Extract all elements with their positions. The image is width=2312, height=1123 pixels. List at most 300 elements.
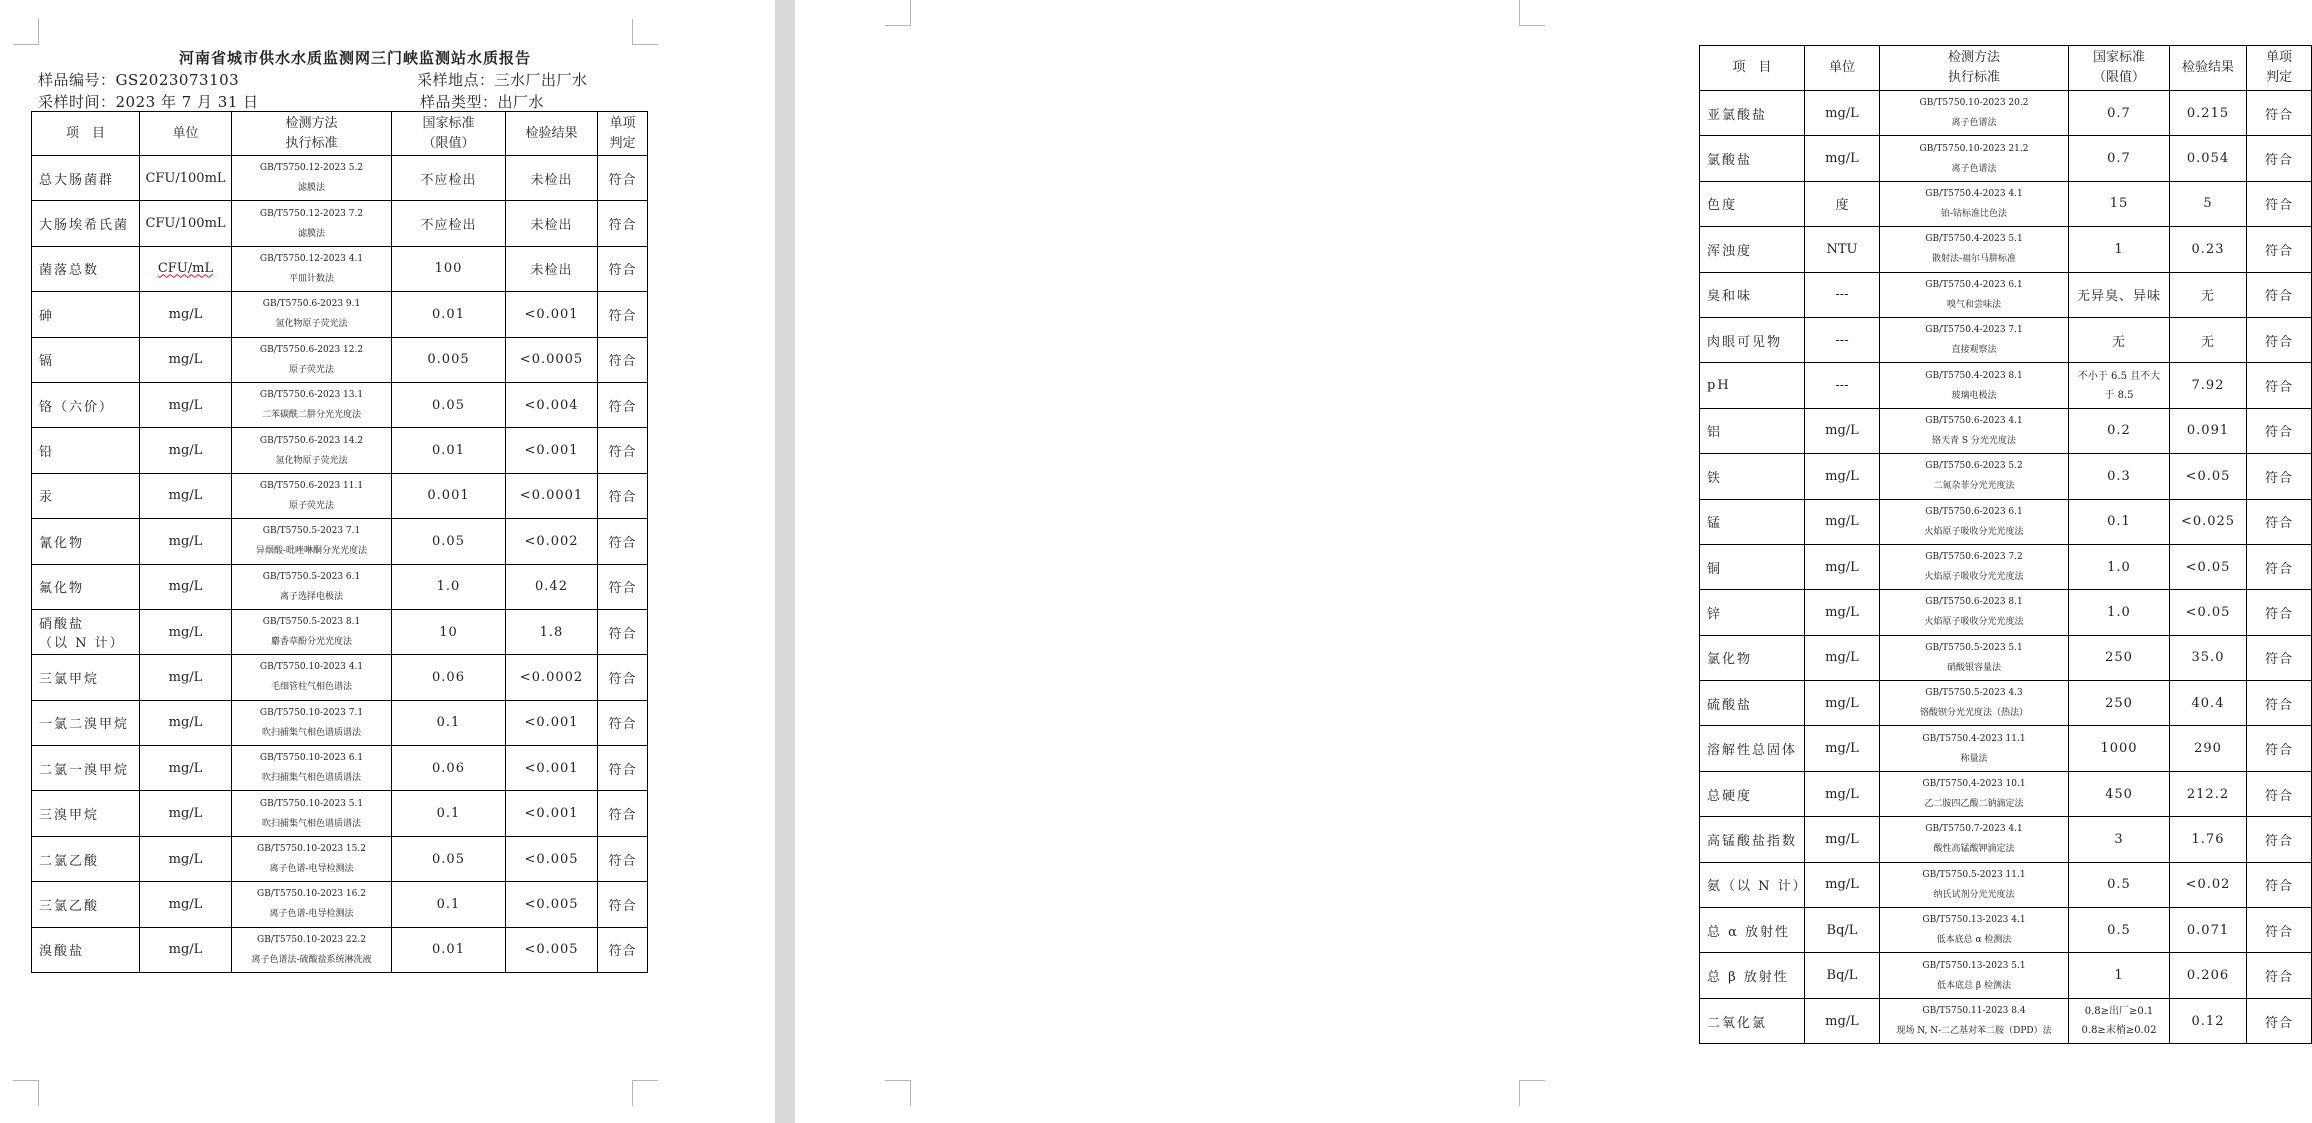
method-standard: GB/T5750.5-2023 5.1 硝酸银容量法 <box>1880 635 2069 680</box>
standard-limit: 0.5 <box>2069 862 2170 907</box>
standard-limit: 0.05 <box>392 836 506 881</box>
standard-limit: 0.01 <box>392 292 506 337</box>
unit: mg/L <box>1805 635 1880 680</box>
unit: mg/L <box>140 746 232 791</box>
method-standard: GB/T5750.5-2023 4.3 铬酸钡分光光度法（热法） <box>1880 681 2069 726</box>
unit: Bq/L <box>1805 953 1880 998</box>
table-row <box>1700 862 2312 907</box>
unit: mg/L <box>1805 590 1880 635</box>
standard-limit: 0.01 <box>392 927 506 972</box>
method-standard: GB/T5750.4-2023 7.1 直接观察法 <box>1880 317 2069 362</box>
method-standard: GB/T5750.6-2023 11.1 原子荧光法 <box>232 473 392 518</box>
item-name: 铬（六价） <box>32 382 140 427</box>
method-standard: GB/T5750.4-2023 4.1 铂-钴标准比色法 <box>1880 181 2069 226</box>
test-result: 1.76 <box>2170 817 2247 862</box>
standard-limit: 0.005 <box>392 337 506 382</box>
judgement: 符合 <box>598 473 648 518</box>
table-row <box>1700 136 2312 181</box>
table-row <box>1700 590 2312 635</box>
page-gutter <box>775 0 795 1123</box>
standard-limit: 0.1 <box>392 700 506 745</box>
method-standard: GB/T5750.10-2023 20.2 离子色谱法 <box>1880 91 2069 136</box>
test-result: <0.001 <box>506 428 598 473</box>
header-unit: 单位 <box>1805 46 1880 91</box>
judgement: 符合 <box>598 700 648 745</box>
judgement: 符合 <box>2247 908 2312 953</box>
unit: mg/L <box>140 564 232 609</box>
judgement: 符合 <box>2247 726 2312 771</box>
test-result: 0.23 <box>2170 227 2247 272</box>
method-standard: GB/T5750.10-2023 15.2 离子色谱-电导检测法 <box>232 836 392 881</box>
item-name: 高锰酸盐指数 <box>1700 817 1805 862</box>
item-name: 浑浊度 <box>1700 227 1805 272</box>
judgement: 符合 <box>598 382 648 427</box>
item-name: 铜 <box>1700 544 1805 589</box>
unit: --- <box>1805 363 1880 408</box>
test-result: <0.001 <box>506 700 598 745</box>
test-result: <0.025 <box>2170 499 2247 544</box>
table-row <box>32 246 648 291</box>
unit: mg/L <box>140 292 232 337</box>
standard-limit: 0.06 <box>392 655 506 700</box>
table-row <box>1700 91 2312 136</box>
method-standard: GB/T5750.10-2023 16.2 离子色谱-电导检测法 <box>232 882 392 927</box>
item-name: 溶解性总固体 <box>1700 726 1805 771</box>
table-row <box>1700 499 2312 544</box>
table-row <box>1700 272 2312 317</box>
unit: --- <box>1805 272 1880 317</box>
unit: mg/L <box>1805 544 1880 589</box>
header-judgement: 单项 判定 <box>598 112 648 156</box>
report-page-1 <box>0 0 775 1123</box>
item-name: 二氯乙酸 <box>32 836 140 881</box>
standard-limit: 无 <box>2069 317 2170 362</box>
test-result: <0.002 <box>506 519 598 564</box>
judgement: 符合 <box>2247 771 2312 816</box>
table-row <box>32 655 648 700</box>
method-standard: GB/T5750.6-2023 7.2 火焰原子吸收分光光度法 <box>1880 544 2069 589</box>
unit: mg/L <box>1805 681 1880 726</box>
header-standard: 国家标准 （限值） <box>2069 46 2170 91</box>
judgement: 符合 <box>598 882 648 927</box>
item-name: 总 β 放射性 <box>1700 953 1805 998</box>
judgement: 符合 <box>2247 499 2312 544</box>
test-result: <0.001 <box>506 746 598 791</box>
item-name: 溴酸盐 <box>32 927 140 972</box>
item-name: 二氯一溴甲烷 <box>32 746 140 791</box>
sample-number: 样品编号：GS2023073103 <box>38 71 240 89</box>
table-row <box>32 564 648 609</box>
unit: CFU/100mL <box>140 156 232 201</box>
method-standard: GB/T5750.10-2023 21.2 离子色谱法 <box>1880 136 2069 181</box>
method-standard: GB/T5750.7-2023 4.1 酸性高锰酸钾滴定法 <box>1880 817 2069 862</box>
unit: mg/L <box>140 791 232 836</box>
method-standard: GB/T5750.6-2023 12.2 原子荧光法 <box>232 337 392 382</box>
item-name: 砷 <box>32 292 140 337</box>
table-row <box>1700 953 2312 998</box>
report-title: 河南省城市供水水质监测网三门峡监测站水质报告 <box>178 49 531 67</box>
item-name: 氯酸盐 <box>1700 136 1805 181</box>
standard-limit: 0.1 <box>392 791 506 836</box>
unit: mg/L <box>140 428 232 473</box>
table-row <box>1700 908 2312 953</box>
item-name: 铝 <box>1700 408 1805 453</box>
standard-limit: 1 <box>2069 953 2170 998</box>
item-name: 氟化物 <box>32 564 140 609</box>
table-row <box>32 428 648 473</box>
method-standard: GB/T5750.6-2023 8.1 火焰原子吸收分光光度法 <box>1880 590 2069 635</box>
unit: mg/L <box>1805 726 1880 771</box>
table-row <box>32 746 648 791</box>
header-result: 检验结果 <box>2170 46 2247 91</box>
standard-limit: 0.2 <box>2069 408 2170 453</box>
method-standard: GB/T5750.4-2023 8.1 玻璃电极法 <box>1880 363 2069 408</box>
item-name: 大肠埃希氏菌 <box>32 201 140 246</box>
standard-limit: 3 <box>2069 817 2170 862</box>
item-name: 氰化物 <box>32 519 140 564</box>
test-result: 未检出 <box>506 201 598 246</box>
unit: mg/L <box>140 337 232 382</box>
standard-limit: 不应检出 <box>392 156 506 201</box>
standard-limit: 1.0 <box>392 564 506 609</box>
test-result: 0.42 <box>506 564 598 609</box>
test-result: <0.02 <box>2170 862 2247 907</box>
test-result: 无 <box>2170 317 2247 362</box>
header-method: 检测方法 执行标准 <box>232 112 392 156</box>
table-row <box>1700 408 2312 453</box>
item-name: 亚氯酸盐 <box>1700 91 1805 136</box>
standard-limit: 1000 <box>2069 726 2170 771</box>
item-name: 菌落总数 <box>32 246 140 291</box>
unit: mg/L <box>140 382 232 427</box>
test-result: <0.001 <box>506 292 598 337</box>
sample-time: 采样时间：2023 年 7 月 31 日 <box>38 93 259 111</box>
judgement: 符合 <box>598 156 648 201</box>
unit: mg/L <box>140 836 232 881</box>
judgement: 符合 <box>598 655 648 700</box>
judgement: 符合 <box>2247 408 2312 453</box>
table-row <box>1700 454 2312 499</box>
judgement: 符合 <box>2247 998 2312 1043</box>
header-unit: 单位 <box>140 112 232 156</box>
standard-limit: 15 <box>2069 181 2170 226</box>
unit: mg/L <box>1805 454 1880 499</box>
header-item: 项 目 <box>32 112 140 156</box>
judgement: 符合 <box>598 746 648 791</box>
unit: mg/L <box>1805 862 1880 907</box>
test-result: 7.92 <box>2170 363 2247 408</box>
standard-limit: 10 <box>392 609 506 654</box>
unit: mg/L <box>140 519 232 564</box>
item-name: 铁 <box>1700 454 1805 499</box>
crop-mark <box>1519 0 1545 26</box>
header-method: 检测方法 执行标准 <box>1880 46 2069 91</box>
unit: NTU <box>1805 227 1880 272</box>
judgement: 符合 <box>2247 862 2312 907</box>
table-row <box>32 292 648 337</box>
method-standard: GB/T5750.4-2023 11.1 称量法 <box>1880 726 2069 771</box>
unit: mg/L <box>140 655 232 700</box>
method-standard: GB/T5750.6-2023 4.1 铬天青 S 分光光度法 <box>1880 408 2069 453</box>
standard-limit: 0.06 <box>392 746 506 791</box>
unit: mg/L <box>1805 817 1880 862</box>
test-result: <0.0005 <box>506 337 598 382</box>
item-name: 三氯乙酸 <box>32 882 140 927</box>
judgement: 符合 <box>598 337 648 382</box>
standard-limit: 1 <box>2069 227 2170 272</box>
table-row <box>32 700 648 745</box>
item-name: 总大肠菌群 <box>32 156 140 201</box>
standard-limit: 250 <box>2069 635 2170 680</box>
method-standard: GB/T5750.5-2023 11.1 纳氏试剂分光光度法 <box>1880 862 2069 907</box>
judgement: 符合 <box>2247 635 2312 680</box>
report-page-2 <box>795 0 2293 1123</box>
table-row <box>1700 317 2312 362</box>
standard-limit: 250 <box>2069 681 2170 726</box>
table-row <box>1700 726 2312 771</box>
standard-limit: 0.001 <box>392 473 506 518</box>
table-row <box>32 791 648 836</box>
test-result: <0.005 <box>506 927 598 972</box>
test-result: 5 <box>2170 181 2247 226</box>
crop-mark <box>632 1080 658 1106</box>
judgement: 符合 <box>598 201 648 246</box>
judgement: 符合 <box>2247 136 2312 181</box>
method-standard: GB/T5750.12-2023 4.1 平皿计数法 <box>232 246 392 291</box>
item-name: 铅 <box>32 428 140 473</box>
judgement: 符合 <box>2247 91 2312 136</box>
table-row <box>32 836 648 881</box>
unit: mg/L <box>1805 408 1880 453</box>
unit: mg/L <box>140 882 232 927</box>
standard-limit: 0.05 <box>392 382 506 427</box>
unit: mg/L <box>1805 499 1880 544</box>
table-row <box>32 609 648 654</box>
test-result: 212.2 <box>2170 771 2247 816</box>
standard-limit: 100 <box>392 246 506 291</box>
standard-limit: 0.8≥出厂≥0.1 0.8≥末梢≥0.02 <box>2069 998 2170 1043</box>
standard-limit: 不应检出 <box>392 201 506 246</box>
table-header-row <box>1700 46 2312 91</box>
judgement: 符合 <box>2247 544 2312 589</box>
judgement: 符合 <box>598 791 648 836</box>
standard-limit: 1.0 <box>2069 544 2170 589</box>
item-name: 一氯二溴甲烷 <box>32 700 140 745</box>
method-standard: GB/T5750.4-2023 6.1 嗅气和尝味法 <box>1880 272 2069 317</box>
method-standard: GB/T5750.10-2023 6.1 吹扫捕集气相色谱质谱法 <box>232 746 392 791</box>
test-result: 0.12 <box>2170 998 2247 1043</box>
standard-limit: 不小于 6.5 且不大 于 8.5 <box>2069 363 2170 408</box>
standard-limit: 0.01 <box>392 428 506 473</box>
table-row <box>1700 227 2312 272</box>
item-name: 汞 <box>32 473 140 518</box>
unit: mg/L <box>1805 91 1880 136</box>
method-standard: GB/T5750.6-2023 5.2 二氮杂菲分光光度法 <box>1880 454 2069 499</box>
judgement: 符合 <box>598 519 648 564</box>
crop-mark <box>13 19 39 45</box>
judgement: 符合 <box>598 246 648 291</box>
item-name: 硫酸盐 <box>1700 681 1805 726</box>
judgement: 符合 <box>598 292 648 337</box>
item-name: 三氯甲烷 <box>32 655 140 700</box>
table-row <box>1700 998 2312 1043</box>
method-standard: GB/T5750.4-2023 5.1 散射法-福尔马肼标准 <box>1880 227 2069 272</box>
method-standard: GB/T5750.10-2023 7.1 吹扫捕集气相色谱质谱法 <box>232 700 392 745</box>
item-name: 硝酸盐 （以 N 计） <box>32 609 140 654</box>
method-standard: GB/T5750.6-2023 14.2 氢化物原子荧光法 <box>232 428 392 473</box>
table-row <box>1700 817 2312 862</box>
method-standard: GB/T5750.10-2023 5.1 吹扫捕集气相色谱质谱法 <box>232 791 392 836</box>
table-row <box>32 337 648 382</box>
item-name: 肉眼可见物 <box>1700 317 1805 362</box>
unit: Bq/L <box>1805 908 1880 953</box>
unit: CFU/100mL <box>140 201 232 246</box>
method-standard: GB/T5750.6-2023 13.1 二苯碳酰二肼分光光度法 <box>232 382 392 427</box>
test-result: 0.206 <box>2170 953 2247 998</box>
judgement: 符合 <box>2247 454 2312 499</box>
water-quality-table-left <box>31 111 648 973</box>
standard-limit: 无异臭、异味 <box>2069 272 2170 317</box>
header-result: 检验结果 <box>506 112 598 156</box>
standard-limit: 0.7 <box>2069 136 2170 181</box>
method-standard: GB/T5750.6-2023 6.1 火焰原子吸收分光光度法 <box>1880 499 2069 544</box>
judgement: 符合 <box>598 428 648 473</box>
test-result: 290 <box>2170 726 2247 771</box>
crop-mark <box>885 0 911 26</box>
item-name: 臭和味 <box>1700 272 1805 317</box>
test-result: 40.4 <box>2170 681 2247 726</box>
unit: mg/L <box>1805 998 1880 1043</box>
test-result: <0.0001 <box>506 473 598 518</box>
item-name: 氨（以 N 计） <box>1700 862 1805 907</box>
table-row <box>1700 681 2312 726</box>
table-row <box>1700 181 2312 226</box>
unit: CFU/mL <box>140 246 232 291</box>
method-standard: GB/T5750.4-2023 10.1 乙二胺四乙酸二钠滴定法 <box>1880 771 2069 816</box>
item-name: 总 α 放射性 <box>1700 908 1805 953</box>
table-header-row <box>32 112 648 156</box>
unit: 度 <box>1805 181 1880 226</box>
header-judgement: 单项 判定 <box>2247 46 2312 91</box>
test-result: 35.0 <box>2170 635 2247 680</box>
judgement: 符合 <box>2247 363 2312 408</box>
standard-limit: 450 <box>2069 771 2170 816</box>
test-result: 0.054 <box>2170 136 2247 181</box>
item-name: 色度 <box>1700 181 1805 226</box>
method-standard: GB/T5750.10-2023 22.2 离子色谱法-硫酸盐系统淋洗液 <box>232 927 392 972</box>
table-row <box>32 519 648 564</box>
crop-mark <box>632 19 658 45</box>
judgement: 符合 <box>598 609 648 654</box>
table-row <box>1700 771 2312 816</box>
judgement: 符合 <box>2247 272 2312 317</box>
standard-limit: 0.1 <box>2069 499 2170 544</box>
judgement: 符合 <box>2247 817 2312 862</box>
method-standard: GB/T5750.6-2023 9.1 氢化物原子荧光法 <box>232 292 392 337</box>
unit: mg/L <box>1805 771 1880 816</box>
item-name: 氯化物 <box>1700 635 1805 680</box>
table-row <box>32 882 648 927</box>
test-result: 0.071 <box>2170 908 2247 953</box>
item-name: 总硬度 <box>1700 771 1805 816</box>
test-result: 无 <box>2170 272 2247 317</box>
method-standard: GB/T5750.5-2023 6.1 离子选择电极法 <box>232 564 392 609</box>
judgement: 符合 <box>2247 681 2312 726</box>
sample-type: 样品类型：出厂水 <box>420 93 545 111</box>
unit: --- <box>1805 317 1880 362</box>
table-row <box>1700 363 2312 408</box>
unit: mg/L <box>140 927 232 972</box>
judgement: 符合 <box>2247 953 2312 998</box>
test-result: <0.001 <box>506 791 598 836</box>
test-result: <0.05 <box>2170 590 2247 635</box>
item-name: 锰 <box>1700 499 1805 544</box>
unit: mg/L <box>140 473 232 518</box>
judgement: 符合 <box>2247 317 2312 362</box>
header-item: 项 目 <box>1700 46 1805 91</box>
judgement: 符合 <box>598 927 648 972</box>
method-standard: GB/T5750.5-2023 8.1 麝香草酚分光光度法 <box>232 609 392 654</box>
standard-limit: 0.7 <box>2069 91 2170 136</box>
table-row <box>1700 635 2312 680</box>
judgement: 符合 <box>598 564 648 609</box>
header-standard: 国家标准 （限值） <box>392 112 506 156</box>
method-standard: GB/T5750.12-2023 5.2 滤膜法 <box>232 156 392 201</box>
test-result: 1.8 <box>506 609 598 654</box>
test-result: <0.05 <box>2170 454 2247 499</box>
method-standard: GB/T5750.5-2023 7.1 异烟酸-吡唑啉酮分光光度法 <box>232 519 392 564</box>
table-row <box>32 156 648 201</box>
standard-limit: 1.0 <box>2069 590 2170 635</box>
method-standard: GB/T5750.13-2023 5.1 低本底总 β 检测法 <box>1880 953 2069 998</box>
table-row <box>32 473 648 518</box>
unit: mg/L <box>140 700 232 745</box>
method-standard: GB/T5750.10-2023 4.1 毛细管柱气相色谱法 <box>232 655 392 700</box>
test-result: <0.0002 <box>506 655 598 700</box>
judgement: 符合 <box>2247 181 2312 226</box>
table-row <box>32 927 648 972</box>
table-row <box>1700 544 2312 589</box>
test-result: <0.005 <box>506 882 598 927</box>
standard-limit: 0.05 <box>392 519 506 564</box>
item-name: 锌 <box>1700 590 1805 635</box>
item-name: 三溴甲烷 <box>32 791 140 836</box>
method-standard: GB/T5750.11-2023 8.4 现场 N, N-二乙基对苯二胺（DPD）法 <box>1880 998 2069 1043</box>
crop-mark <box>13 1080 39 1106</box>
table-row <box>32 382 648 427</box>
item-name: 二氧化氯 <box>1700 998 1805 1043</box>
test-result: 未检出 <box>506 246 598 291</box>
judgement: 符合 <box>2247 227 2312 272</box>
unit: mg/L <box>140 609 232 654</box>
judgement: 符合 <box>2247 590 2312 635</box>
item-name: pH <box>1700 363 1805 408</box>
standard-limit: 0.3 <box>2069 454 2170 499</box>
test-result: 0.091 <box>2170 408 2247 453</box>
test-result: <0.05 <box>2170 544 2247 589</box>
item-name: 镉 <box>32 337 140 382</box>
table-row <box>32 201 648 246</box>
method-standard: GB/T5750.13-2023 4.1 低本底总 α 检测法 <box>1880 908 2069 953</box>
test-result: 0.215 <box>2170 91 2247 136</box>
test-result: <0.005 <box>506 836 598 881</box>
crop-mark <box>1519 1080 1545 1106</box>
method-standard: GB/T5750.12-2023 7.2 滤膜法 <box>232 201 392 246</box>
crop-mark <box>885 1080 911 1106</box>
test-result: <0.004 <box>506 382 598 427</box>
unit: mg/L <box>1805 136 1880 181</box>
standard-limit: 0.1 <box>392 882 506 927</box>
